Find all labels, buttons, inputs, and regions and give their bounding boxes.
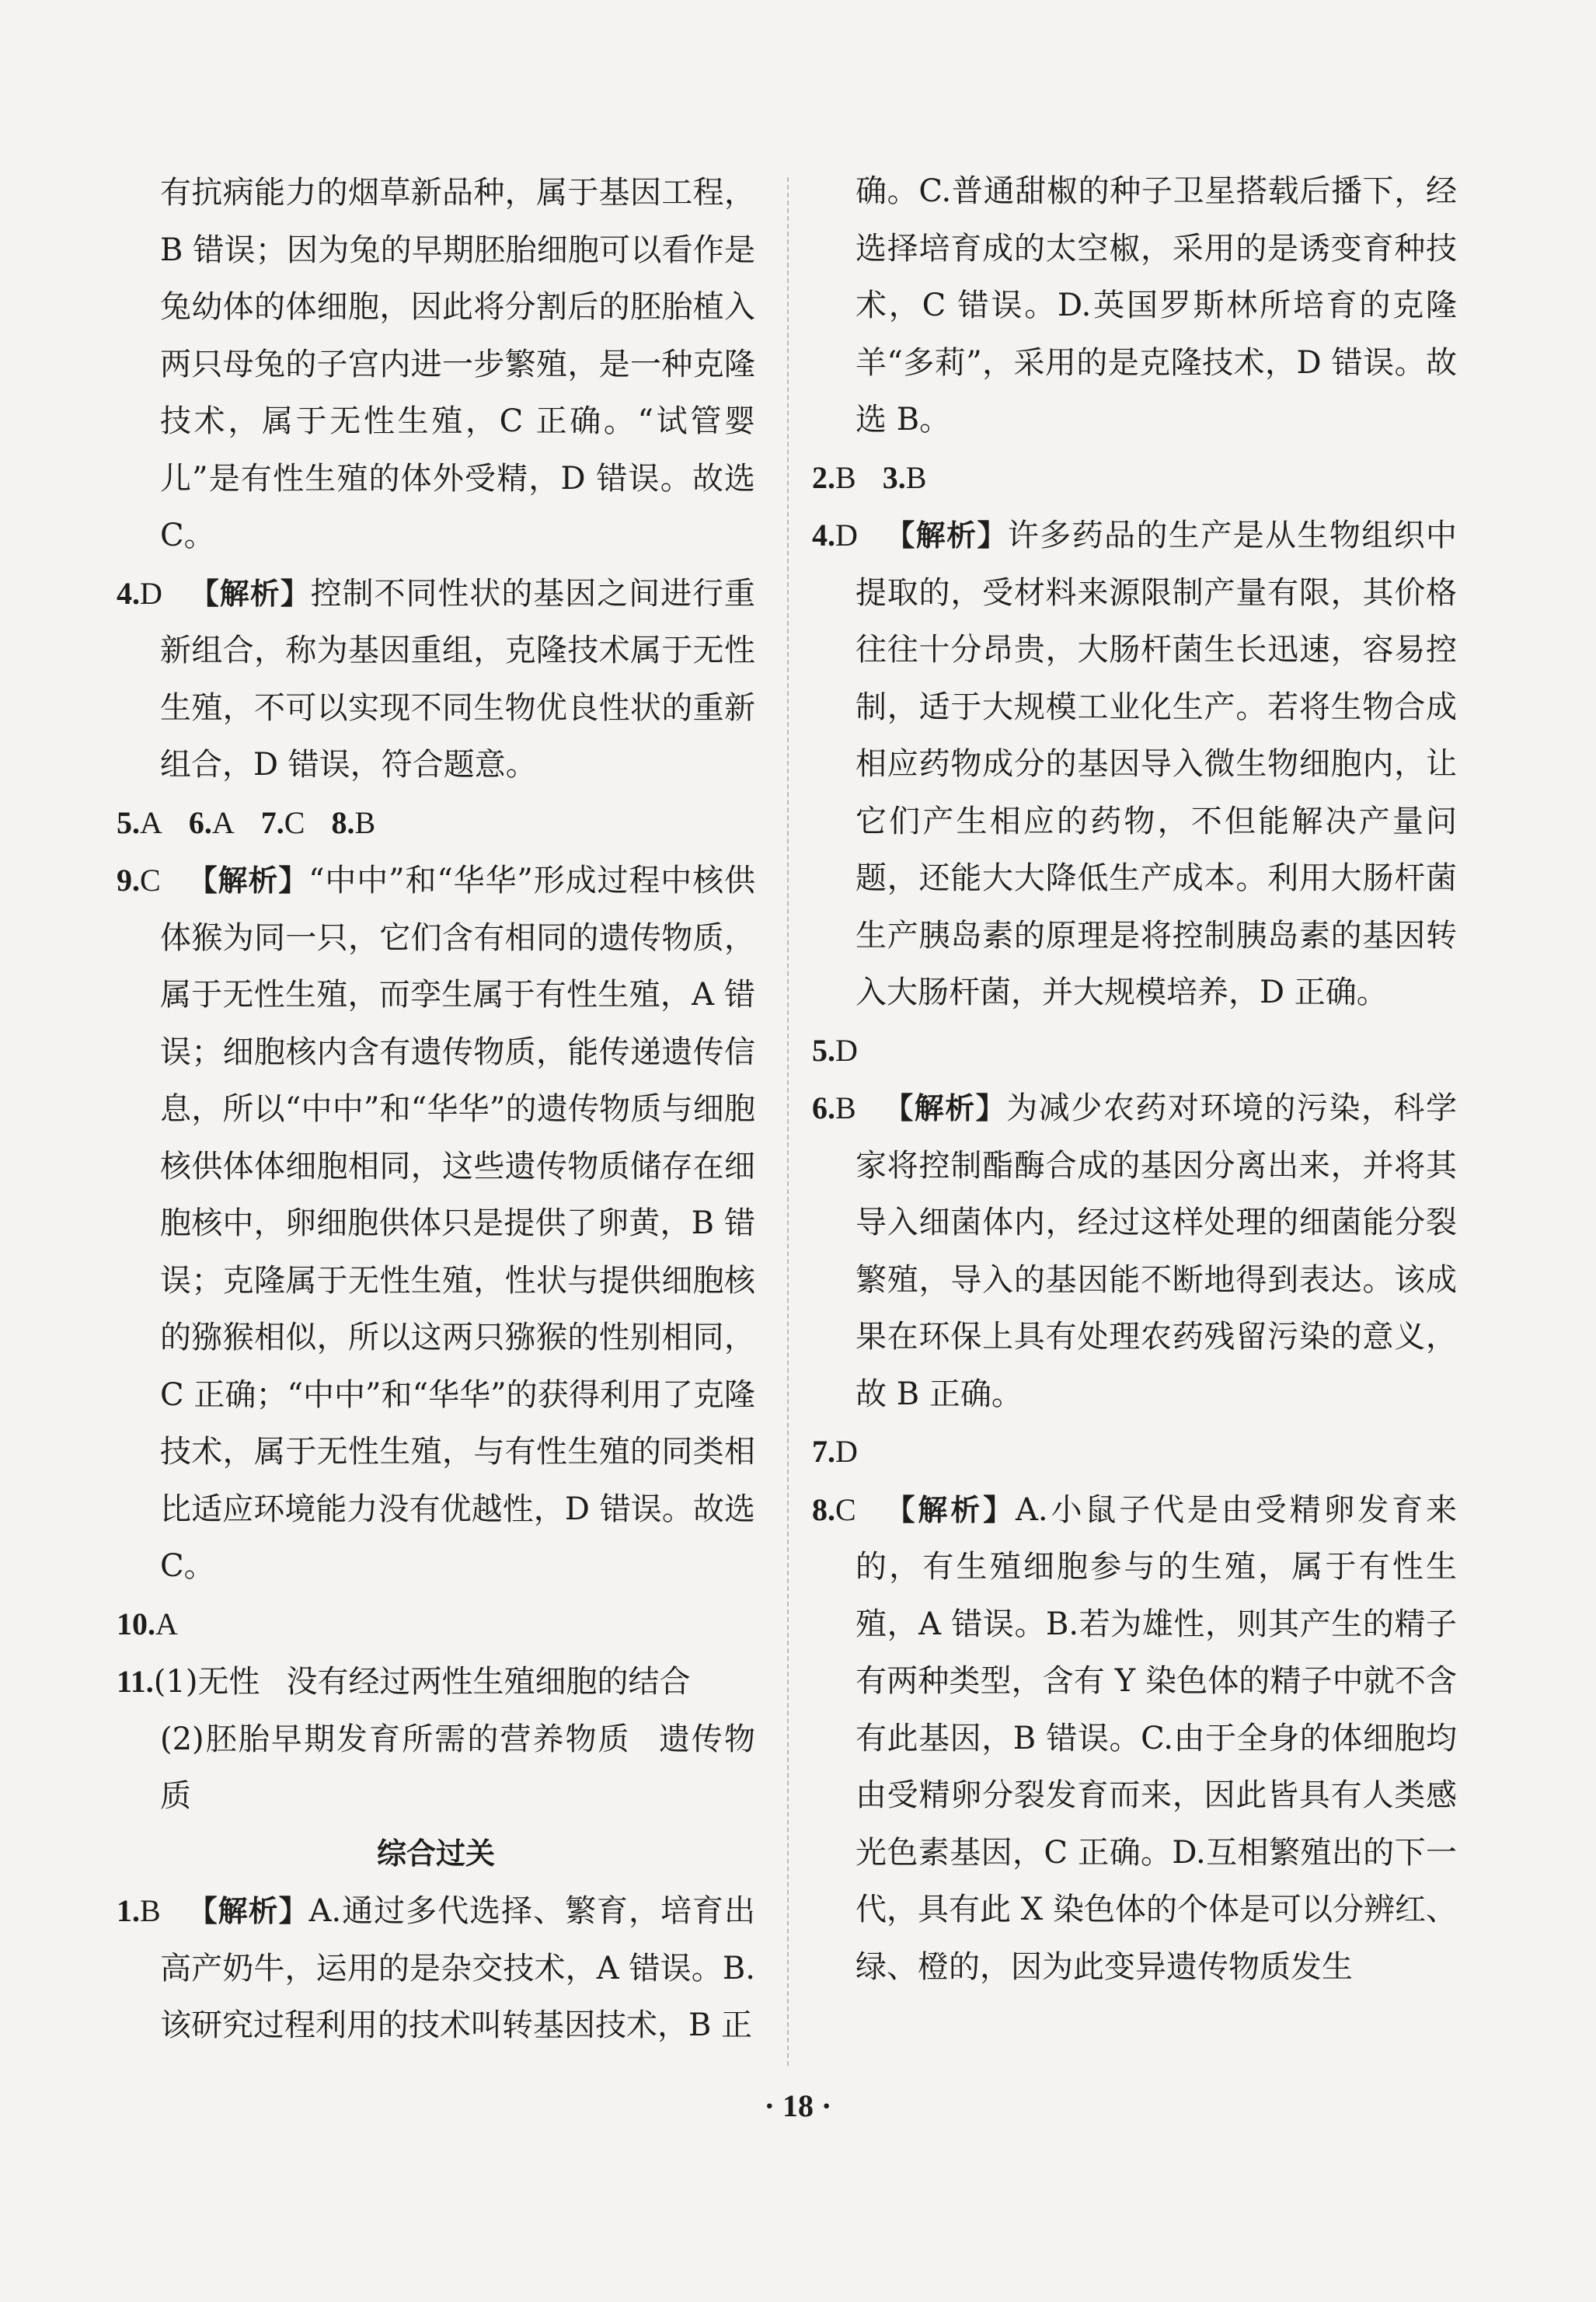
page-number: · 18 · [764, 2088, 832, 2123]
item-number: 9. [117, 863, 140, 898]
item-number: 7. [260, 804, 284, 840]
answer-item-5-right [812, 1022, 1457, 1080]
analysis-text: 控制不同性状的基因之间进行重新组合，称为基因重组，克隆技术属于无性生殖，不可以实现不同生物优良性状的重新组合，D 错误，符合题意。 [160, 575, 755, 783]
analysis-text: “中中”和“华华”形成过程中核供体猴为同一只，它们含有相同的遗传物质，属于无性生殖，而孪生属于有性生殖，A 错误；细胞核内含有遗传物质，能传递遗传信息，所以“中中”和“华华”的遗传物质与细胞核供体体细胞相同，这些遗传物质储存在细胞核中，卵细胞供体只是提供了卵黄，B 错误；克隆属于无性生殖，性状与提供细胞核的猕猴相似，所以这两只猕猴的性别相同，C 正确；“中中”和“华华”的获得利用了克隆技术，属于无性生殖，与有性生殖的同类相比适应环境能力没有优越性，D 错误。故选 C。 [160, 863, 755, 1584]
item-number: 4. [812, 518, 835, 553]
item-number: 6. [812, 1090, 835, 1125]
answer-item-7-right [812, 1423, 1457, 1481]
item-number: 8. [331, 804, 355, 840]
item-answer: A [140, 804, 162, 840]
item-answer: D [835, 518, 858, 553]
answer-items-5-8 [117, 794, 755, 853]
column-divider [787, 177, 789, 2066]
answer-item-6-right [812, 1079, 1457, 1423]
answer-item-8-right [812, 1481, 1457, 1997]
answer-items-2-3 [812, 449, 1457, 507]
answer-item-s1 [117, 1882, 755, 2055]
answer-item-10 [117, 1596, 755, 1654]
analysis-tag: 【解析】 [883, 518, 1008, 553]
item-number: 10. [117, 1606, 155, 1641]
item-answer: B [835, 459, 856, 495]
item-answer: A [211, 804, 235, 840]
item-number: 6. [188, 804, 212, 840]
right-column [812, 163, 1457, 1996]
item-answer: C [284, 804, 305, 840]
item-number: 8. [812, 1491, 835, 1527]
paragraph-text: 确。C.普通甜椒的种子卫星搭载后播下，经选择培育成的太空椒，采用的是诱变育种技术，C 错误。D.英国罗斯林所培育的克隆羊“多莉”，采用的是克隆技术，D 错误。故选 B。 [855, 173, 1457, 438]
analysis-text: A.通过多代选择、繁育，培育出高产奶牛，运用的是杂交技术，A 错误。B.该研究过程利用的技术叫转基因技术，B 正 [160, 1893, 755, 2043]
left-column [117, 165, 755, 2055]
item-answer: A [155, 1606, 178, 1641]
item-answer: B [140, 1893, 161, 1928]
item-number: 5. [812, 1032, 835, 1068]
item-answer: D [835, 1434, 858, 1469]
part-2-text: 遗传物质 [160, 1721, 755, 1814]
item-number: 3. [882, 459, 906, 495]
answer-item-9 [117, 852, 755, 1596]
item-answer: B [835, 1090, 856, 1125]
answer-item-4 [117, 565, 755, 794]
analysis-tag: 【解析】 [882, 1492, 1016, 1527]
item-number: 5. [117, 804, 140, 840]
analysis-tag: 【解析】 [188, 576, 311, 611]
part-1-label: (1)无性 [153, 1664, 260, 1700]
item-answer: B [905, 459, 927, 495]
item-number: 11. [117, 1664, 154, 1699]
item-answer: D [140, 575, 162, 611]
item-number: 1. [117, 1893, 140, 1928]
continuation-paragraph [117, 165, 755, 565]
analysis-tag: 【解析】 [882, 1091, 1007, 1125]
analysis-text: A.小鼠子代是由受精卵发育来的，有生殖细胞参与的生殖，属于有性生殖，A 错误。B.若为雄性，则其产生的精子有两种类型，含有 Y 染色体的精子中就不含有此基因，B 错误。C.由于全身的体细胞均由受精卵分裂发育而来，因此皆具有人类感光色素基因，C 正确。D.互相繁殖出的下一代，具有此 X 染色体的个体是可以分辨红、绿、橙的，因为此变异遗传物质发生 [855, 1491, 1457, 1985]
answer-item-11-part-2 [117, 1711, 755, 1826]
part-1-text: 没有经过两性生殖细胞的结合 [286, 1664, 691, 1700]
item-number: 4. [117, 575, 140, 611]
answer-item-11 [117, 1653, 755, 1711]
part-2-label: (2)胚胎早期发育所需的营养物质 [160, 1721, 631, 1757]
analysis-text: 许多药品的生产是从生物组织中提取的，受材料来源限制产量有限，其价格往往十分昂贵，大肠杆菌生长迅速，容易控制，适于大规模工业化生产。若将生物合成相应药物成分的基因导入微生物细胞内，让它们产生相应的药物，不但能解决产量问题，还能大大降低生产成本。利用大肠杆菌生产胰岛素的原理是将控制胰岛素的基因转入大肠杆菌，并大规模培养，D 正确。 [855, 518, 1457, 1010]
item-answer: C [140, 863, 161, 898]
item-answer: C [835, 1491, 856, 1527]
paragraph-text: 有抗病能力的烟草新品种，属于基因工程，B 错误；因为兔的早期胚胎细胞可以看作是兔幼体的体细胞，因此将分割后的胚胎植入两只母兔的子宫内进一步繁殖，是一种克隆技术，属于无性生殖，C 正确。“试管婴儿”是有性生殖的体外受精，D 错误。故选 C。 [160, 175, 755, 553]
answer-item-4-right [812, 507, 1457, 1022]
analysis-tag: 【解析】 [186, 863, 309, 898]
analysis-text: 为减少农药对环境的污染，科学家将控制酯酶合成的基因分离出来，并将其导入细菌体内，经过这样处理的细菌能分裂繁殖，导入的基因能不断地得到表达。该成果在环保上具有处理农药残留污染的意义，故 B 正确。 [855, 1090, 1457, 1412]
continuation-paragraph [812, 163, 1457, 449]
item-answer: D [835, 1032, 858, 1068]
item-number: 7. [812, 1434, 835, 1469]
analysis-tag: 【解析】 [186, 1894, 309, 1928]
item-answer: B [354, 804, 376, 840]
section-title: 综合过关 [376, 1836, 495, 1871]
item-number: 2. [812, 459, 835, 495]
